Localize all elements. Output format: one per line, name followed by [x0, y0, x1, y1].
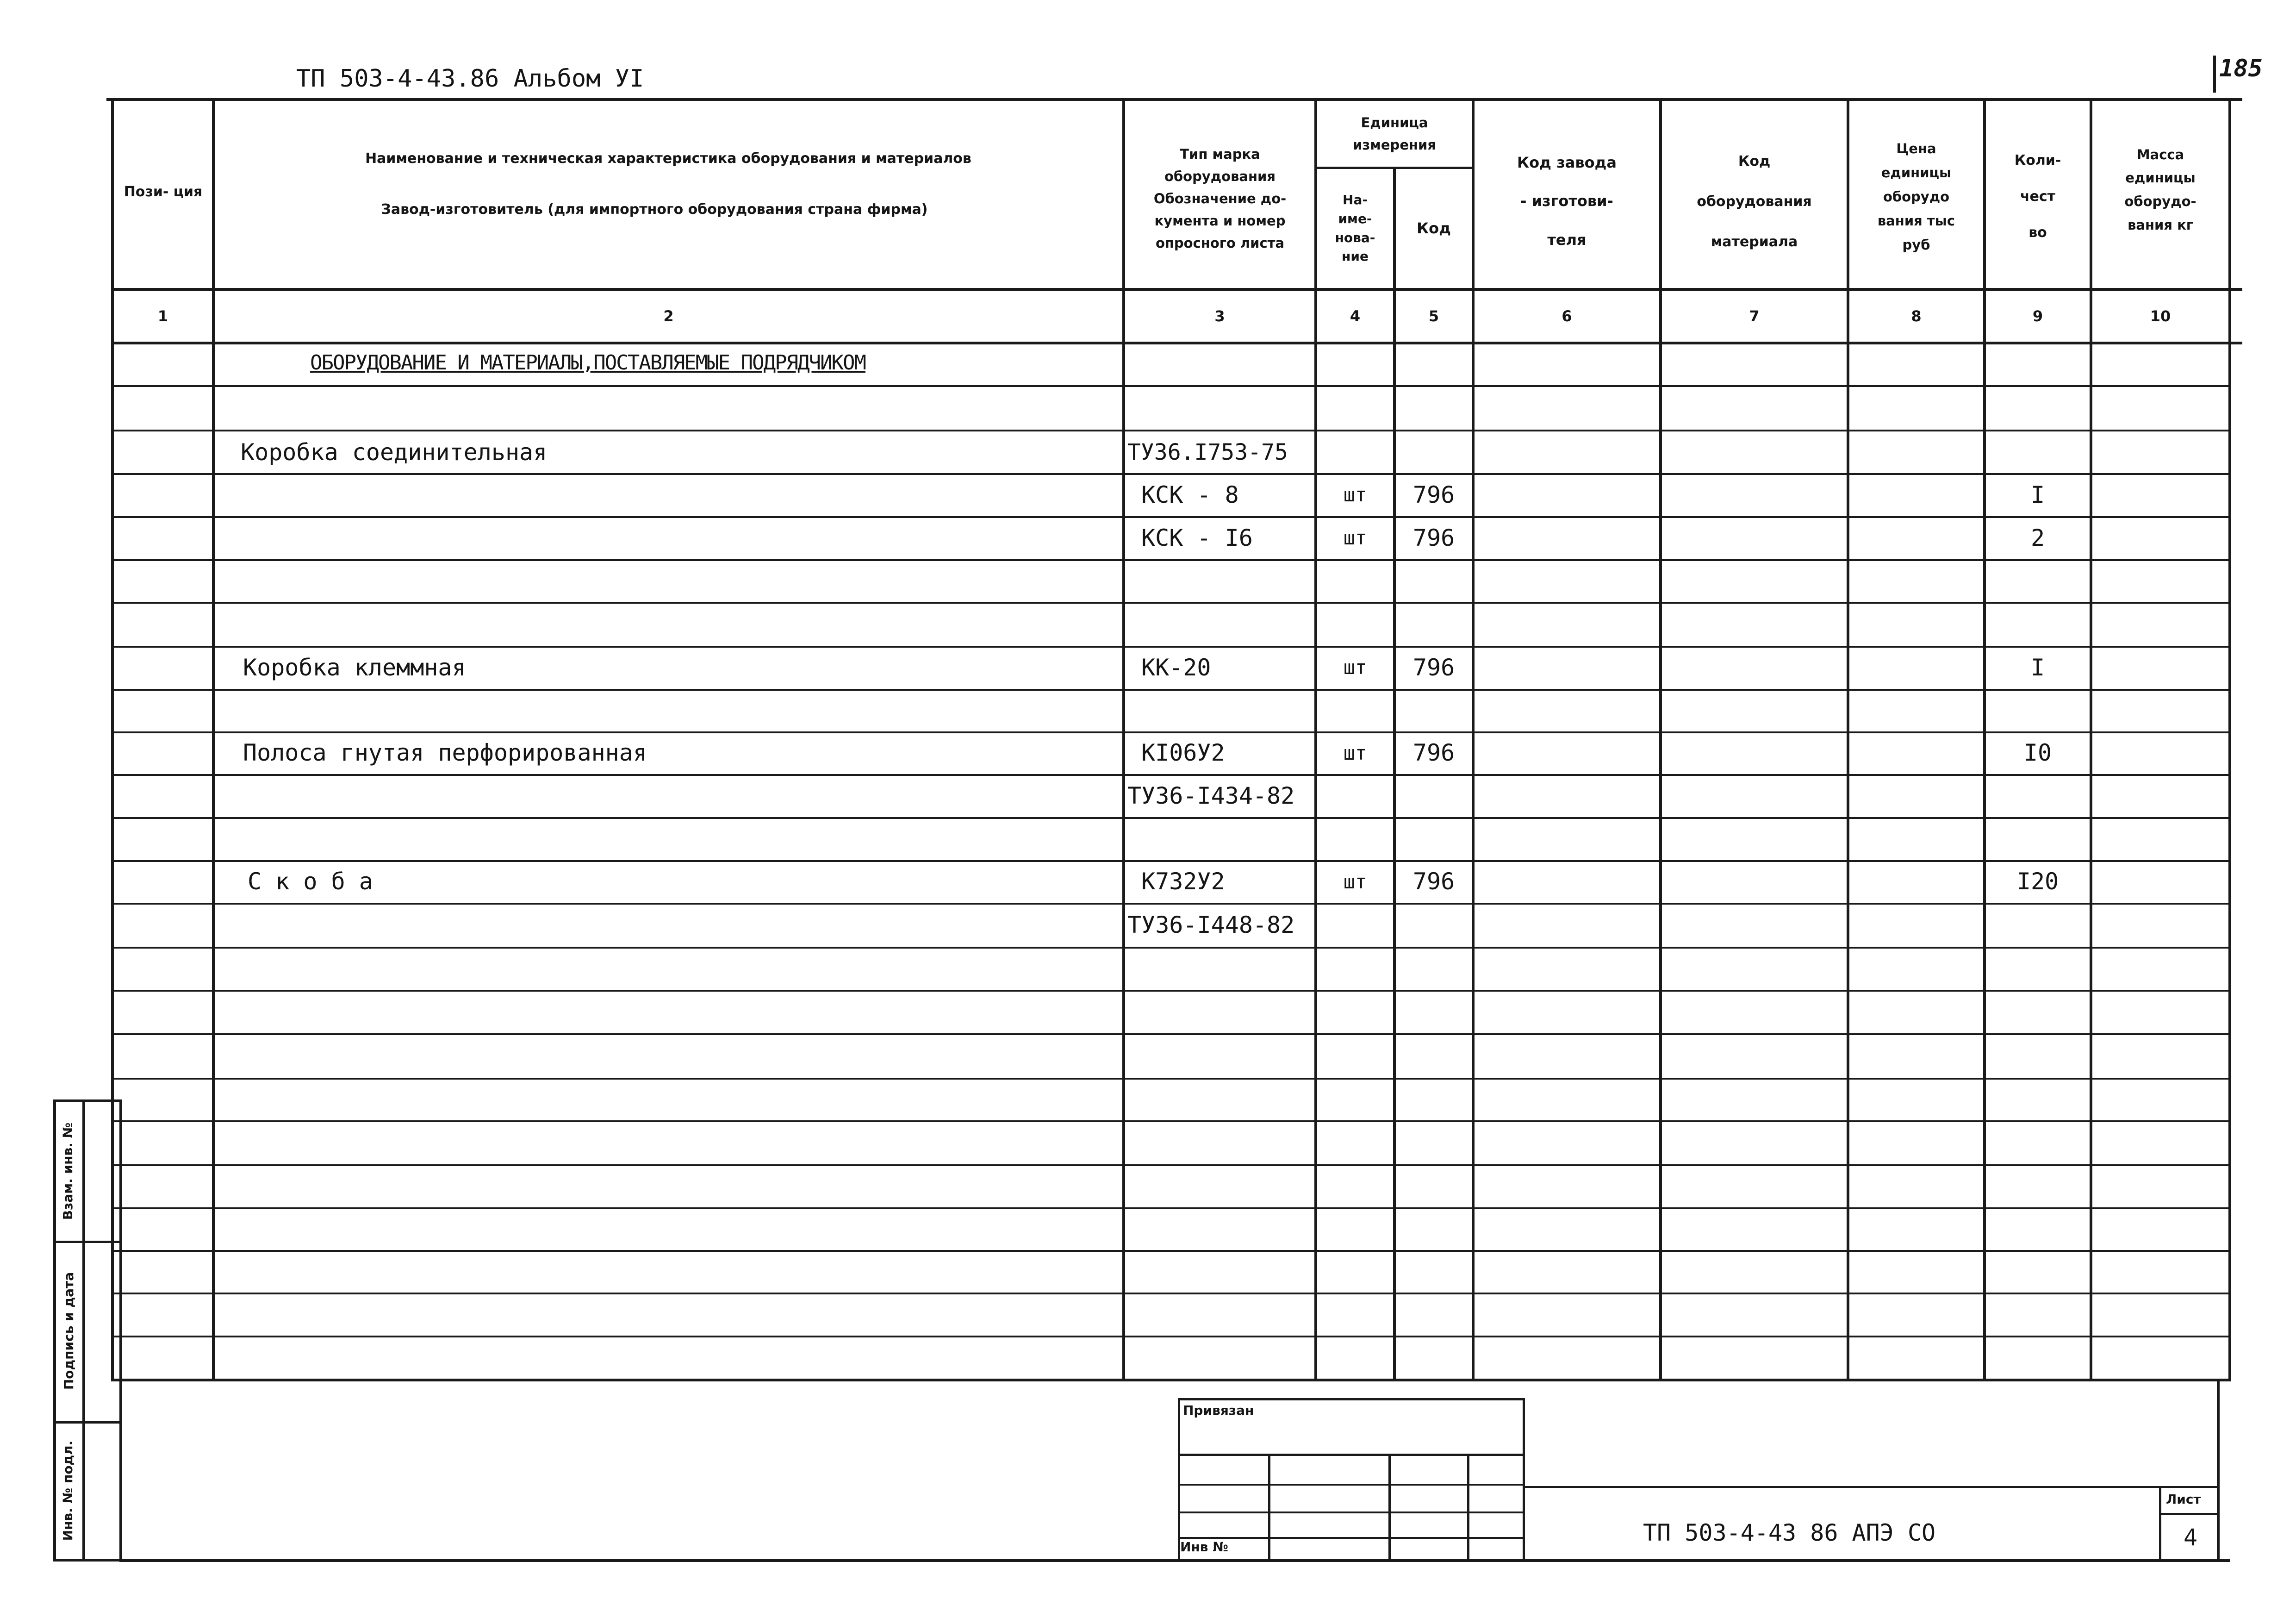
row-name: Полоса гнутая перфорированная — [243, 739, 647, 766]
side-stamp-border — [53, 1099, 56, 1560]
row-line — [111, 1078, 2231, 1080]
row-unit: шт — [1343, 483, 1367, 506]
row-type: ТУ36.I753-75 — [1127, 439, 1288, 465]
designation-top — [1525, 1486, 2219, 1488]
row-unit: шт — [1343, 656, 1367, 679]
row-line — [111, 385, 2231, 387]
row-line — [111, 1336, 2231, 1337]
side-stamp-border — [119, 1099, 122, 1560]
sheet-box — [2159, 1486, 2161, 1560]
side-stamp-border — [82, 1099, 85, 1560]
privyazan-border — [1178, 1484, 1525, 1486]
row-code: 796 — [1412, 481, 1455, 508]
row-type: КI06У2 — [1141, 739, 1225, 766]
header-factory-code: Код завода - изготови- теля — [1517, 154, 1617, 249]
row-unit: шт — [1343, 526, 1367, 549]
table-right-border — [2228, 98, 2231, 1380]
header-unit-code: Код — [1417, 219, 1451, 237]
privyazan-border — [1467, 1454, 1469, 1560]
privyazan-border — [1388, 1454, 1391, 1560]
table-top-border — [106, 98, 2242, 101]
row-line — [111, 602, 2231, 604]
sheet-label: Лист — [2166, 1492, 2201, 1507]
row-line — [111, 1033, 2231, 1035]
col-number-5: 5 — [1428, 307, 1439, 325]
unit-group-divider — [1314, 167, 1474, 169]
document-designation: ТП 503-4-43 86 АПЭ СО — [1643, 1519, 1936, 1546]
row-line — [111, 559, 2231, 561]
col-number-10: 10 — [2150, 307, 2171, 325]
header-price: Цена единицы оборудо вания тыс руб — [1877, 140, 1955, 253]
row-code: 796 — [1412, 654, 1455, 681]
col-number-7: 7 — [1749, 307, 1760, 325]
privyazan-label: Привязан — [1183, 1403, 1254, 1418]
privyazan-border — [1178, 1537, 1525, 1539]
row-qty: I — [2030, 481, 2045, 508]
row-qty: I20 — [2016, 868, 2059, 895]
row-line — [111, 1164, 2231, 1166]
row-qty: 2 — [2030, 524, 2045, 551]
row-qty: I0 — [2023, 739, 2052, 766]
page-number: 185 — [2219, 55, 2263, 82]
table-bottom-border — [111, 1379, 2231, 1381]
row-type: КСК - I6 — [1141, 524, 1253, 551]
col-number-3: 3 — [1214, 307, 1225, 325]
row-type: К732У2 — [1141, 868, 1225, 895]
podpis-date-label: Подпись и дата — [61, 1272, 76, 1390]
row-type: ТУ36-I448-82 — [1127, 911, 1295, 938]
col-number-9: 9 — [2032, 307, 2043, 325]
privyazan-border — [1178, 1512, 1525, 1513]
row-line — [111, 689, 2231, 691]
doc-title: ТП 503-4-43.86 Альбом УI — [296, 65, 644, 93]
row-code: 796 — [1412, 868, 1455, 895]
col-number-2: 2 — [663, 307, 674, 325]
header-type: Тип марка оборудования Обозначение до- кумента и номер опросного листа — [1153, 146, 1287, 251]
col-number-1: 1 — [157, 307, 168, 325]
table-numrow-bottom — [111, 342, 2242, 344]
row-line — [111, 947, 2231, 949]
row-unit: шт — [1343, 870, 1367, 893]
row-code: 796 — [1412, 739, 1455, 766]
row-line — [111, 1120, 2231, 1122]
section-title: ОБОРУДОВАНИЕ И МАТЕРИАЛЫ,ПОСТАВЛЯЕМЫЕ ПОДРЯДЧИКОМ — [310, 351, 866, 375]
privyazan-border — [1178, 1454, 1525, 1456]
row-name: Коробка соединительная — [241, 439, 548, 466]
header-unit-group: Единица измерения — [1353, 114, 1436, 153]
row-line — [111, 1250, 2231, 1252]
row-code: 796 — [1412, 524, 1455, 551]
row-qty: I — [2030, 654, 2045, 681]
sheet-number: 4 — [2184, 1524, 2198, 1551]
header-name-line1: Наименование и техническая характеристика оборудования и материалов — [365, 150, 971, 167]
col-number-4: 4 — [1350, 307, 1361, 325]
row-line — [111, 990, 2231, 992]
row-unit: шт — [1343, 741, 1367, 764]
row-line — [111, 1293, 2231, 1294]
title-block-bottom — [119, 1559, 2230, 1562]
header-position: Пози- ция — [124, 184, 203, 200]
row-type: КСК - 8 — [1141, 481, 1239, 508]
row-line — [111, 817, 2231, 819]
title-block-right — [2217, 1380, 2220, 1561]
row-type: ТУ36-I434-82 — [1127, 782, 1295, 809]
header-quantity: Коли- чест во — [2014, 152, 2061, 241]
row-name: Коробка клеммная — [243, 654, 466, 681]
header-unit-name: На- име- нова- ние — [1335, 192, 1375, 264]
privyazan-border — [1523, 1398, 1525, 1560]
privyazan-border — [1268, 1454, 1270, 1560]
privyazan-border — [1178, 1398, 1525, 1400]
header-name-line2: Завод-изготовитель (для импортного оборудования страна фирма) — [381, 201, 928, 218]
row-type: КК-20 — [1141, 654, 1211, 681]
inv-podl-label: Инв. № подл. — [60, 1440, 75, 1541]
sheet-box — [2159, 1513, 2219, 1515]
col-number-8: 8 — [1911, 307, 1922, 325]
inv-no-label: Инв № — [1180, 1539, 1228, 1555]
header-equipment-code: Код оборудования материала — [1697, 153, 1812, 250]
header-mass: Масса единицы оборудо- вания кг — [2124, 146, 2196, 233]
row-line — [111, 1207, 2231, 1209]
col-number-6: 6 — [1562, 307, 1572, 325]
row-name: С к о б а — [248, 868, 373, 895]
privyazan-border — [1178, 1398, 1180, 1560]
page-number-mark — [2213, 56, 2216, 93]
vzam-inv-label: Взам. инв. № — [60, 1122, 75, 1220]
